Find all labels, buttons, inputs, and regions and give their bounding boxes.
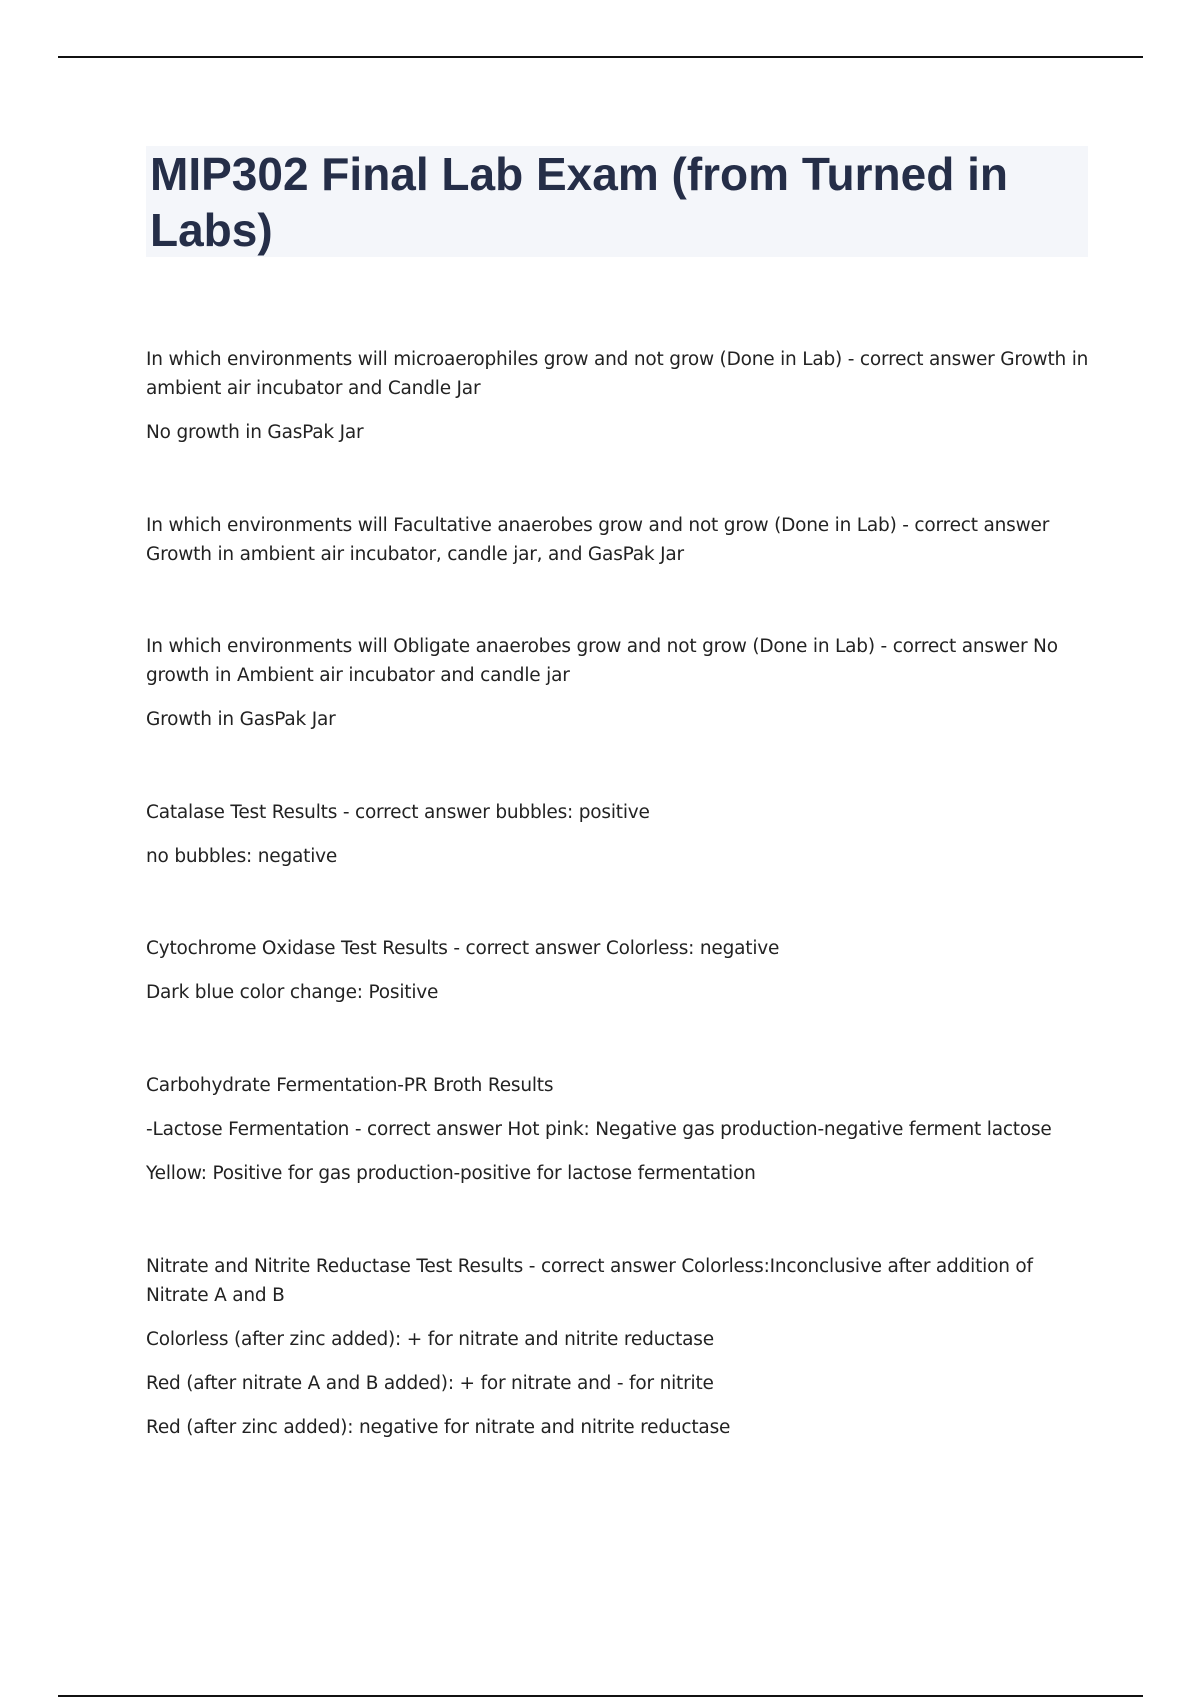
- qa-paragraph: Carbohydrate Fermentation-PR Broth Results: [146, 1075, 554, 1096]
- qa-item-catalase: [146, 798, 1091, 871]
- bottom-rule: [58, 1695, 1143, 1697]
- qa-paragraph: -Lactose Fermentation - correct answer Hot pink: Negative gas production-negative ferment lactose: [146, 1119, 1052, 1140]
- qa-paragraph: Growth in GasPak Jar: [146, 709, 336, 730]
- qa-paragraph: Cytochrome Oxidase Test Results - correct answer Colorless: negative: [146, 938, 780, 959]
- qa-paragraph: Nitrate and Nitrite Reductase Test Results - correct answer Colorless:Inconclusive after addition of Nitrate A and B: [146, 1256, 1033, 1306]
- qa-paragraph: In which environments will Obligate anaerobes grow and not grow (Done in Lab) - correct answer No growth in Ambient air incubator and candle jar: [146, 636, 1058, 686]
- qa-paragraph: Yellow: Positive for gas production-positive for lactose fermentation: [146, 1163, 756, 1184]
- qa-item-cytochrome-oxidase: [146, 934, 1091, 1007]
- page-title: MIP302 Final Lab Exam (from Turned in Labs): [146, 146, 1088, 257]
- qa-item-microaerophiles: [146, 345, 1091, 447]
- qa-paragraph: In which environments will Facultative anaerobes grow and not grow (Done in Lab) - correct answer Growth in ambient air incubator, candle jar, and GasPak Jar: [146, 515, 1050, 565]
- qa-paragraph: No growth in GasPak Jar: [146, 422, 364, 443]
- qa-paragraph: no bubbles: negative: [146, 846, 338, 867]
- qa-paragraph: Red (after zinc added): negative for nitrate and nitrite reductase: [146, 1417, 731, 1438]
- qa-paragraph: Catalase Test Results - correct answer bubbles: positive: [146, 802, 650, 823]
- qa-paragraph: In which environments will microaerophiles grow and not grow (Done in Lab) - correct answer Growth in ambient air incubator and Candle Jar: [146, 349, 1089, 399]
- qa-item-carbohydrate-fermentation: [146, 1071, 1091, 1188]
- top-rule: [58, 56, 1143, 58]
- qa-paragraph: Colorless (after zinc added): + for nitrate and nitrite reductase: [146, 1329, 714, 1350]
- qa-item-nitrate-reductase: [146, 1252, 1091, 1442]
- qa-item-facultative-anaerobes: [146, 511, 1091, 569]
- qa-item-obligate-anaerobes: [146, 632, 1091, 734]
- qa-paragraph: Red (after nitrate A and B added): + for nitrate and - for nitrite: [146, 1373, 714, 1394]
- qa-paragraph: Dark blue color change: Positive: [146, 982, 439, 1003]
